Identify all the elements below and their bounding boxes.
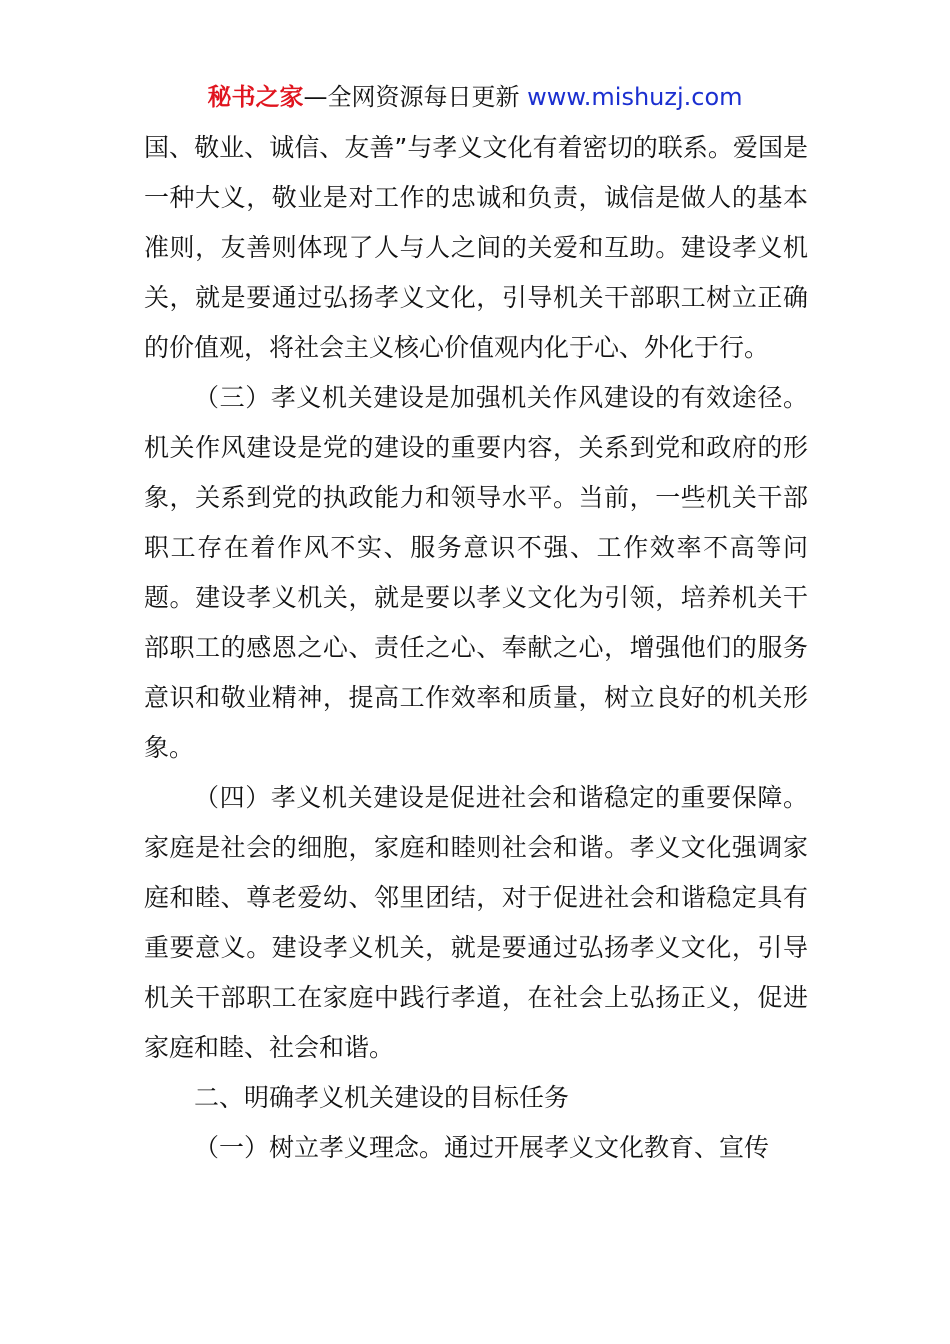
site-url-link[interactable]: www.mishuzj.com bbox=[527, 83, 743, 111]
site-header bbox=[0, 80, 950, 114]
paragraph-section-three: （三）孝义机关建设是加强机关作风建设的有效途径。机关作风建设是党的建设的重要内容，关系到党和政府的形象，关系到党的执政能力和领导水平。当前，一些机关干部职工存在着作风不实、服务意识不强、工作效率不高等问题。建设孝义机关，就是要以孝义文化为引领，培养机关干部职工的感恩之心、责任之心、奉献之心，增强他们的服务意识和敬业精神，提高工作效率和质量，树立良好的机关形象。 bbox=[144, 383, 808, 762]
section-heading-two: 二、明确孝义机关建设的目标任务 bbox=[194, 1083, 570, 1112]
header-tagline: —全网资源每日更新 bbox=[303, 83, 528, 111]
paragraph-subsection-one: （一）树立孝义理念。通过开展孝义文化教育、宣传 bbox=[194, 1133, 770, 1162]
paragraph-continuation: 国、敬业、诚信、友善”与孝义文化有着密切的联系。爱国是一种大义，敬业是对工作的忠诚和负责，诚信是做人的基本准则，友善则体现了人与人之间的关爱和互助。建设孝义机关，就是要通过弘扬孝义文化，引导机关干部职工树立正确的价值观，将社会主义核心价值观内化于心、外化于行。 bbox=[144, 133, 808, 362]
brand-name: 秘书之家 bbox=[207, 83, 304, 111]
paragraph-section-four: （四）孝义机关建设是促进社会和谐稳定的重要保障。家庭是社会的细胞，家庭和睦则社会和谐。孝义文化强调家庭和睦、尊老爱幼、邻里团结，对于促进社会和谐稳定具有重要意义。建设孝义机关，就是要通过弘扬孝义文化，引导机关干部职工在家庭中践行孝道，在社会上弘扬正义，促进家庭和睦、社会和谐。 bbox=[144, 783, 808, 1062]
document-body bbox=[144, 123, 808, 1173]
